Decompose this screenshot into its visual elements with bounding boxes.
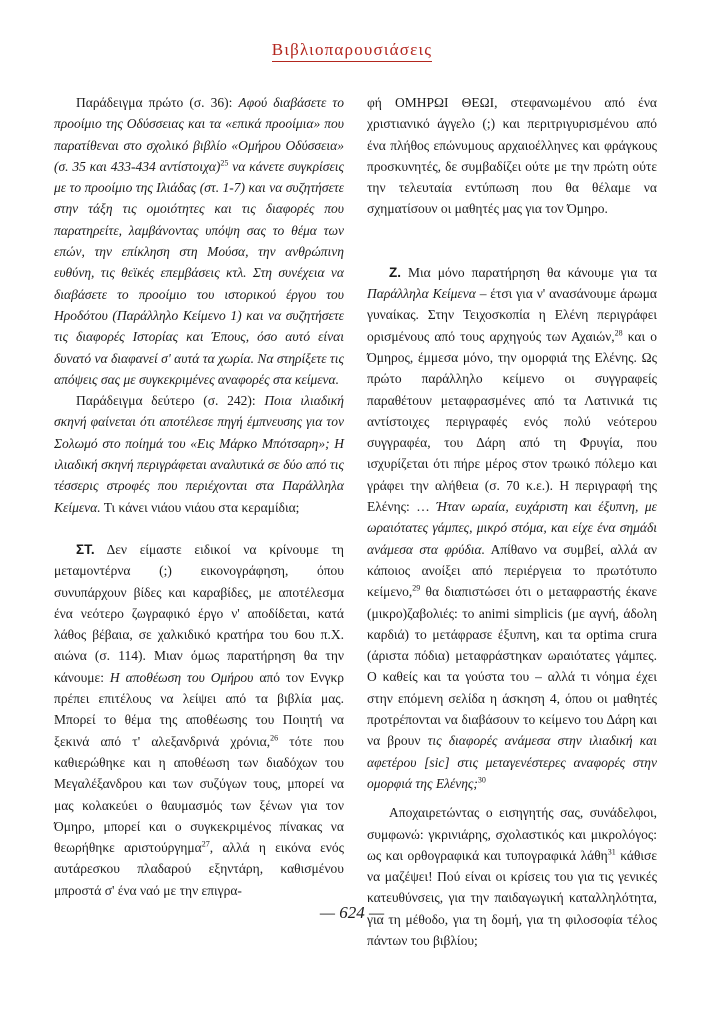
footnote-ref-31: 31 — [607, 847, 616, 857]
paragraph-section-z: Ζ. Μια μόνο παρατήρηση θα κάνουμε για τα Παράλληλα Κείμενα – έτσι για ν' ανασάνουμε άρωμα γυναίκας. Στην Τειχοσκοπία η Ελένη περιγράφει ορισμένους από τους αρχηγούς των Αχαιών,$^{28}$ και ο Όμηρος, έμμεσα μόνο, την ομορφιά της Ελένης. Ως πρώτο παράλληλο κείμενο οι συγγραφείς παραθέτουν μεταφρασμένες από τα Λατινικά τις αντίστοιχες περιγραφές ενός πολύ νεότερου συγγραφέα, του Δάρη από τη Φρυγία, που ισχυρίζεται ότι πήρε μέρος στον τρωικό πόλεμο και γράφει την αλήθεια (σ. 70 κ.ε.). Η περιγραφή της Ελένης: … Ήταν ωραία, ευχάριστη και έξυπνη, με ωραιότατες γάμπες, μικρό στόμα, και είχε ένα σημάδι ανάμεσα στα φρύδια. Απίθανο να συμβεί, αλλά αν κάποιος ανοίξει από περιέργεια το πρωτότυπο κείμενο,$^{29}$ θα διαπιστώσει ότι ο μεταφραστής έκανε (μικρο)ζαβολιές: το animi simplicis (με αγνή, άδολη καρδιά) το μετάφρασε έξυπνη, και τα optima crura (άριστα πόδια) μεταφράστηκαν ωραιότατες γάμπες. Ο καθείς και τα γούστα του – αλλά τι νόημα έχει στην επόμενη σελίδα η άσκηση 4, όπου οι μαθητές προτρέπονται να διαβάσουν το κείμενο του Δάρη και να βρουν τις διαφορές ανάμεσα στην ιλιαδική και αφετέρου [sic] στις μεταγενέστερες αναφορές στην ομορφιά της Ελένης;$^{30}$ — [367, 264, 657, 791]
section-title: Βιβλιοπαρουσιάσεις — [272, 40, 432, 62]
footnote-ref-29: 29 — [412, 583, 421, 593]
footnote-ref-30: 30 — [477, 775, 486, 785]
left-column — [54, 92, 344, 901]
right-column — [367, 92, 657, 951]
section-label-st: ΣΤ. — [76, 541, 95, 557]
section-label-z: Ζ. — [389, 264, 401, 280]
footnote-ref-27: 27 — [201, 839, 210, 849]
footnote-ref-28: 28 — [614, 328, 623, 338]
footnote-ref-26: 26 — [270, 733, 279, 743]
footnote-ref-25: 25 — [220, 158, 229, 168]
paragraph-section-st: ΣΤ. Δεν είμαστε ειδικοί να κρίνουμε τη μεταμοντέρνα (;) εικονογράφηση, όπου συνυπάρχουν βίδες και καραβίδες, με αποτέλεσμα ένα νεότερο ζωγραφικό έργο ν' αποδίδεται, κατά λάθος βέβαια, σε χαλκιδικό κρατήρα του 6ου π.Χ. αιώνα (σ. 114). Μιαν όμως παρατήρηση θα την κάνουμε: Η αποθέωση του Ομήρου από τον Ενγκρ πρέπει επιτέλους να λείψει από τα βιβλία μας. Μπορεί το θέμα της αποθέωσης του Ποιητή να ξεκινά από τ' αλεξανδρινά χρόνια,$^{26}$ τότε που καθιερώθηκε και η αποθέωση των διαδόχων του Μεγαλέξανδρου και των συζύγων τους, μπορεί να μας κολακεύει ο θαυμασμός των ξένων για τον Όμηρο, μπορεί και ο συγκεκριμένος πίνακας να θεωρήθηκε αριστούργημα$^{27}$, αλλά η εικόνα ενός αυτάρεσκου πλαδαρού εξηντάρη, καθισμένου μπροστά σ' ένα ναό με την επιγρα- — [54, 541, 344, 898]
paragraph-closing: Αποχαιρετώντας ο εισηγητής σας, συνάδελφοι, συμφωνώ: γκρινιάρης, σχολαστικός και μικρολόγος: ως και ορθογραφικά και τυπογραφικά λάθη$^{31}$ κάθισε να μαζέψει! Πού είναι οι κρίσεις του για τις γενικές κατευθύνσεις, για την παιδαγωγική καταλληλότητα, για τη μέθοδο, για τη δομή, για τη φιλοσοφία τέλος πάντων του βιβλίου; — [367, 805, 657, 948]
page-header — [0, 40, 704, 62]
paragraph-continued: φή ΟΜΗΡΩΙ ΘΕΩΙ, στεφανωμένου από ένα χριστιανικό άγγελο (;) και περιτριγυρισμένου από ένα πλήθος επώνυμους αρχαιοέλληνες και φράγκους προσκυνητές, δε συμβαδίζει ούτε με την πρώτη ούτε την τελευταία εντύπωση που θα θέλαμε να σχηματίσουν οι μαθητές μας για τον Όμηρο. — [367, 95, 657, 217]
paragraph-example-one: Παράδειγμα πρώτο (σ. 36): Αφού διαβάσετε το προοίμιο της Οδύσσειας και τα «επικά προοίμια» που παρατίθεναι στο σχολικό βιβλίο «Ομήρου Οδύσσεια» (σ. 35 και 433-434 αντίστοιχα)$^{25}$ να κάνετε συγκρίσεις με το προοίμιο της Ιλιάδας (στ. 1-7) και να συζητήσετε στην τάξη τις ομοιότητες και τις διαφορές που παρατηρείτε, λαμβάνοντας υπόψη σας το θέμα των επών, την επίκληση στη Μούσα, την ανθρώπινη ευθύνη, τις θεϊκές επεμβάσεις κτλ. Στη συνέχεια να διαβάσετε το προοίμιο του ιστορικού έργου του Ηροδότου (Παράλληλο Κείμενο 1) και να συζητήσετε τις διαφορές Ιστορίας και Έπους, όσο αυτό είναι δυνατό να διαφανεί σ' αυτά τα χωρία. Να στηρίξετε τις απόψεις σας με συγκεκριμένες αναφορές στα κείμενα. — [54, 95, 345, 387]
paragraph-example-two: Παράδειγμα δεύτερο (σ. 242): Ποια ιλιαδική σκηνή φαίνεται ότι αποτέλεσε πηγή έμπνευσης για τον Σολωμό στο ποίημά του «Εις Μάρκο Μπότσαρη»; Η ιλιαδική σκηνή περιγράφεται αναλυτικά σε δύο από τις τέσσερις στροφές που περιέχονται στα Παράλληλα Κείμενα. Τι κάνει νιάου νιάου στα κεραμίδια; — [54, 393, 344, 515]
page-number: — 624 — — [319, 903, 385, 922]
